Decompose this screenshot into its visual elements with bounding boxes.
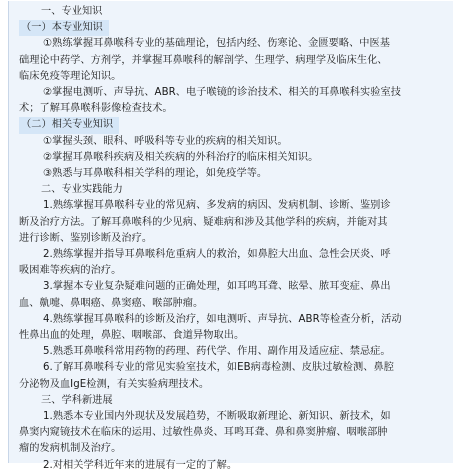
paragraph-line: ①熟练掌握耳鼻喉科专业的基础理论，包括内经、伤寒论、金匮要略、中医基: [43, 38, 391, 50]
paragraph-line: ②掌握电测听、声导抗、ABR、电子喉镜的诊治技术、相关的耳鼻喉科实验室技: [43, 87, 401, 99]
paragraph-line: 1.熟练掌握耳鼻喉科专业的常见病、多发病的病因、发病机制、诊断、鉴别诊: [43, 200, 391, 212]
paragraph-line: ①掌握头颈、眼科、呼吸科等专业的疾病的相关知识。: [43, 135, 288, 147]
paragraph-line: 吸困难等疾病的治疗。: [19, 265, 122, 277]
paragraph-line: 6.了解耳鼻喉科专业的常见实验室技术，如EB病毒检测、皮肤过敏检测、鼻腔: [43, 362, 394, 374]
document-page: [8, 1, 453, 471]
paragraph-line: 临床免疫等理论知识。: [19, 70, 122, 82]
paragraph-line: 进行诊断、鉴别诊断及治疗。: [19, 232, 153, 244]
paragraph-line: 瘤的发病机制及治疗。: [19, 443, 122, 455]
paragraph-line: ②掌握耳鼻喉科疾病及相关疾病的外科治疗的临床相关知识。: [43, 151, 319, 163]
paragraph-line: 血、鼽嚏、鼻咽癌、鼻窦癌、喉部肿瘤。: [19, 297, 204, 309]
subsection-heading: [15, 117, 443, 133]
paragraph-line: 分泌物及血IgE检测，有关实验病理技术。: [19, 378, 210, 390]
paragraph-line: 5.熟悉耳鼻喉科常用药物的药理、药代学、作用、副作用及适应症、禁忌症。: [43, 346, 391, 358]
paragraph-line: 术；了解耳鼻喉科影像检查技术。: [19, 103, 173, 115]
section-heading: 一、专业知识: [41, 6, 103, 17]
paragraph-line: 鼻窦内窥镜技术在临床的运用、过敏性鼻炎、耳鸣耳聋、鼻和鼻窦肿瘤、咽喉部肿: [19, 427, 388, 439]
paragraph-line: 4.熟练掌握耳鼻喉科的诊断及治疗，如电测听、声导抗、ABR等检查分析，活动: [43, 313, 402, 325]
subsection-heading-text: （二）相关专业知识: [19, 117, 119, 133]
paragraph-line: 断及治疗方法。了解耳鼻喉科的少见病、疑难病和涉及其他学科的疾病，并能对其: [19, 216, 388, 228]
subsection-heading-text: （一）本专业知识: [19, 20, 109, 36]
paragraph-line: 2.对相关学科近年来的进展有一定的了解。: [43, 459, 238, 471]
paragraph-line: 1.熟悉本专业国内外现状及发展趋势，不断吸取新理论、新知识、新技术，如: [43, 411, 391, 423]
paragraph-line: 2.熟练掌握并指导耳鼻喉科危重病人的救治，如鼻腔大出血、急性会厌炎、呼: [43, 249, 391, 261]
paragraph-line: ③熟悉与耳鼻喉科相关学科的理论，如免疫学等。: [43, 168, 268, 180]
subsection-heading: [15, 20, 443, 36]
paragraph-line: 3.掌握本专业复杂疑难问题的正确处理，如耳鸣耳聋、眩晕、脓耳变症、鼻出: [43, 281, 391, 293]
section-heading: 三、学科新进展: [41, 394, 113, 406]
paragraph-line: 性鼻出血的处理，鼻腔、咽喉部、食道异物取出。: [19, 330, 245, 342]
section-heading: 二、专业实践能力: [41, 184, 123, 196]
paragraph-line: 础理论中药学、方剂学，并掌握耳鼻喉科的解剖学、生理学、病理学及临床生化、: [19, 54, 388, 66]
